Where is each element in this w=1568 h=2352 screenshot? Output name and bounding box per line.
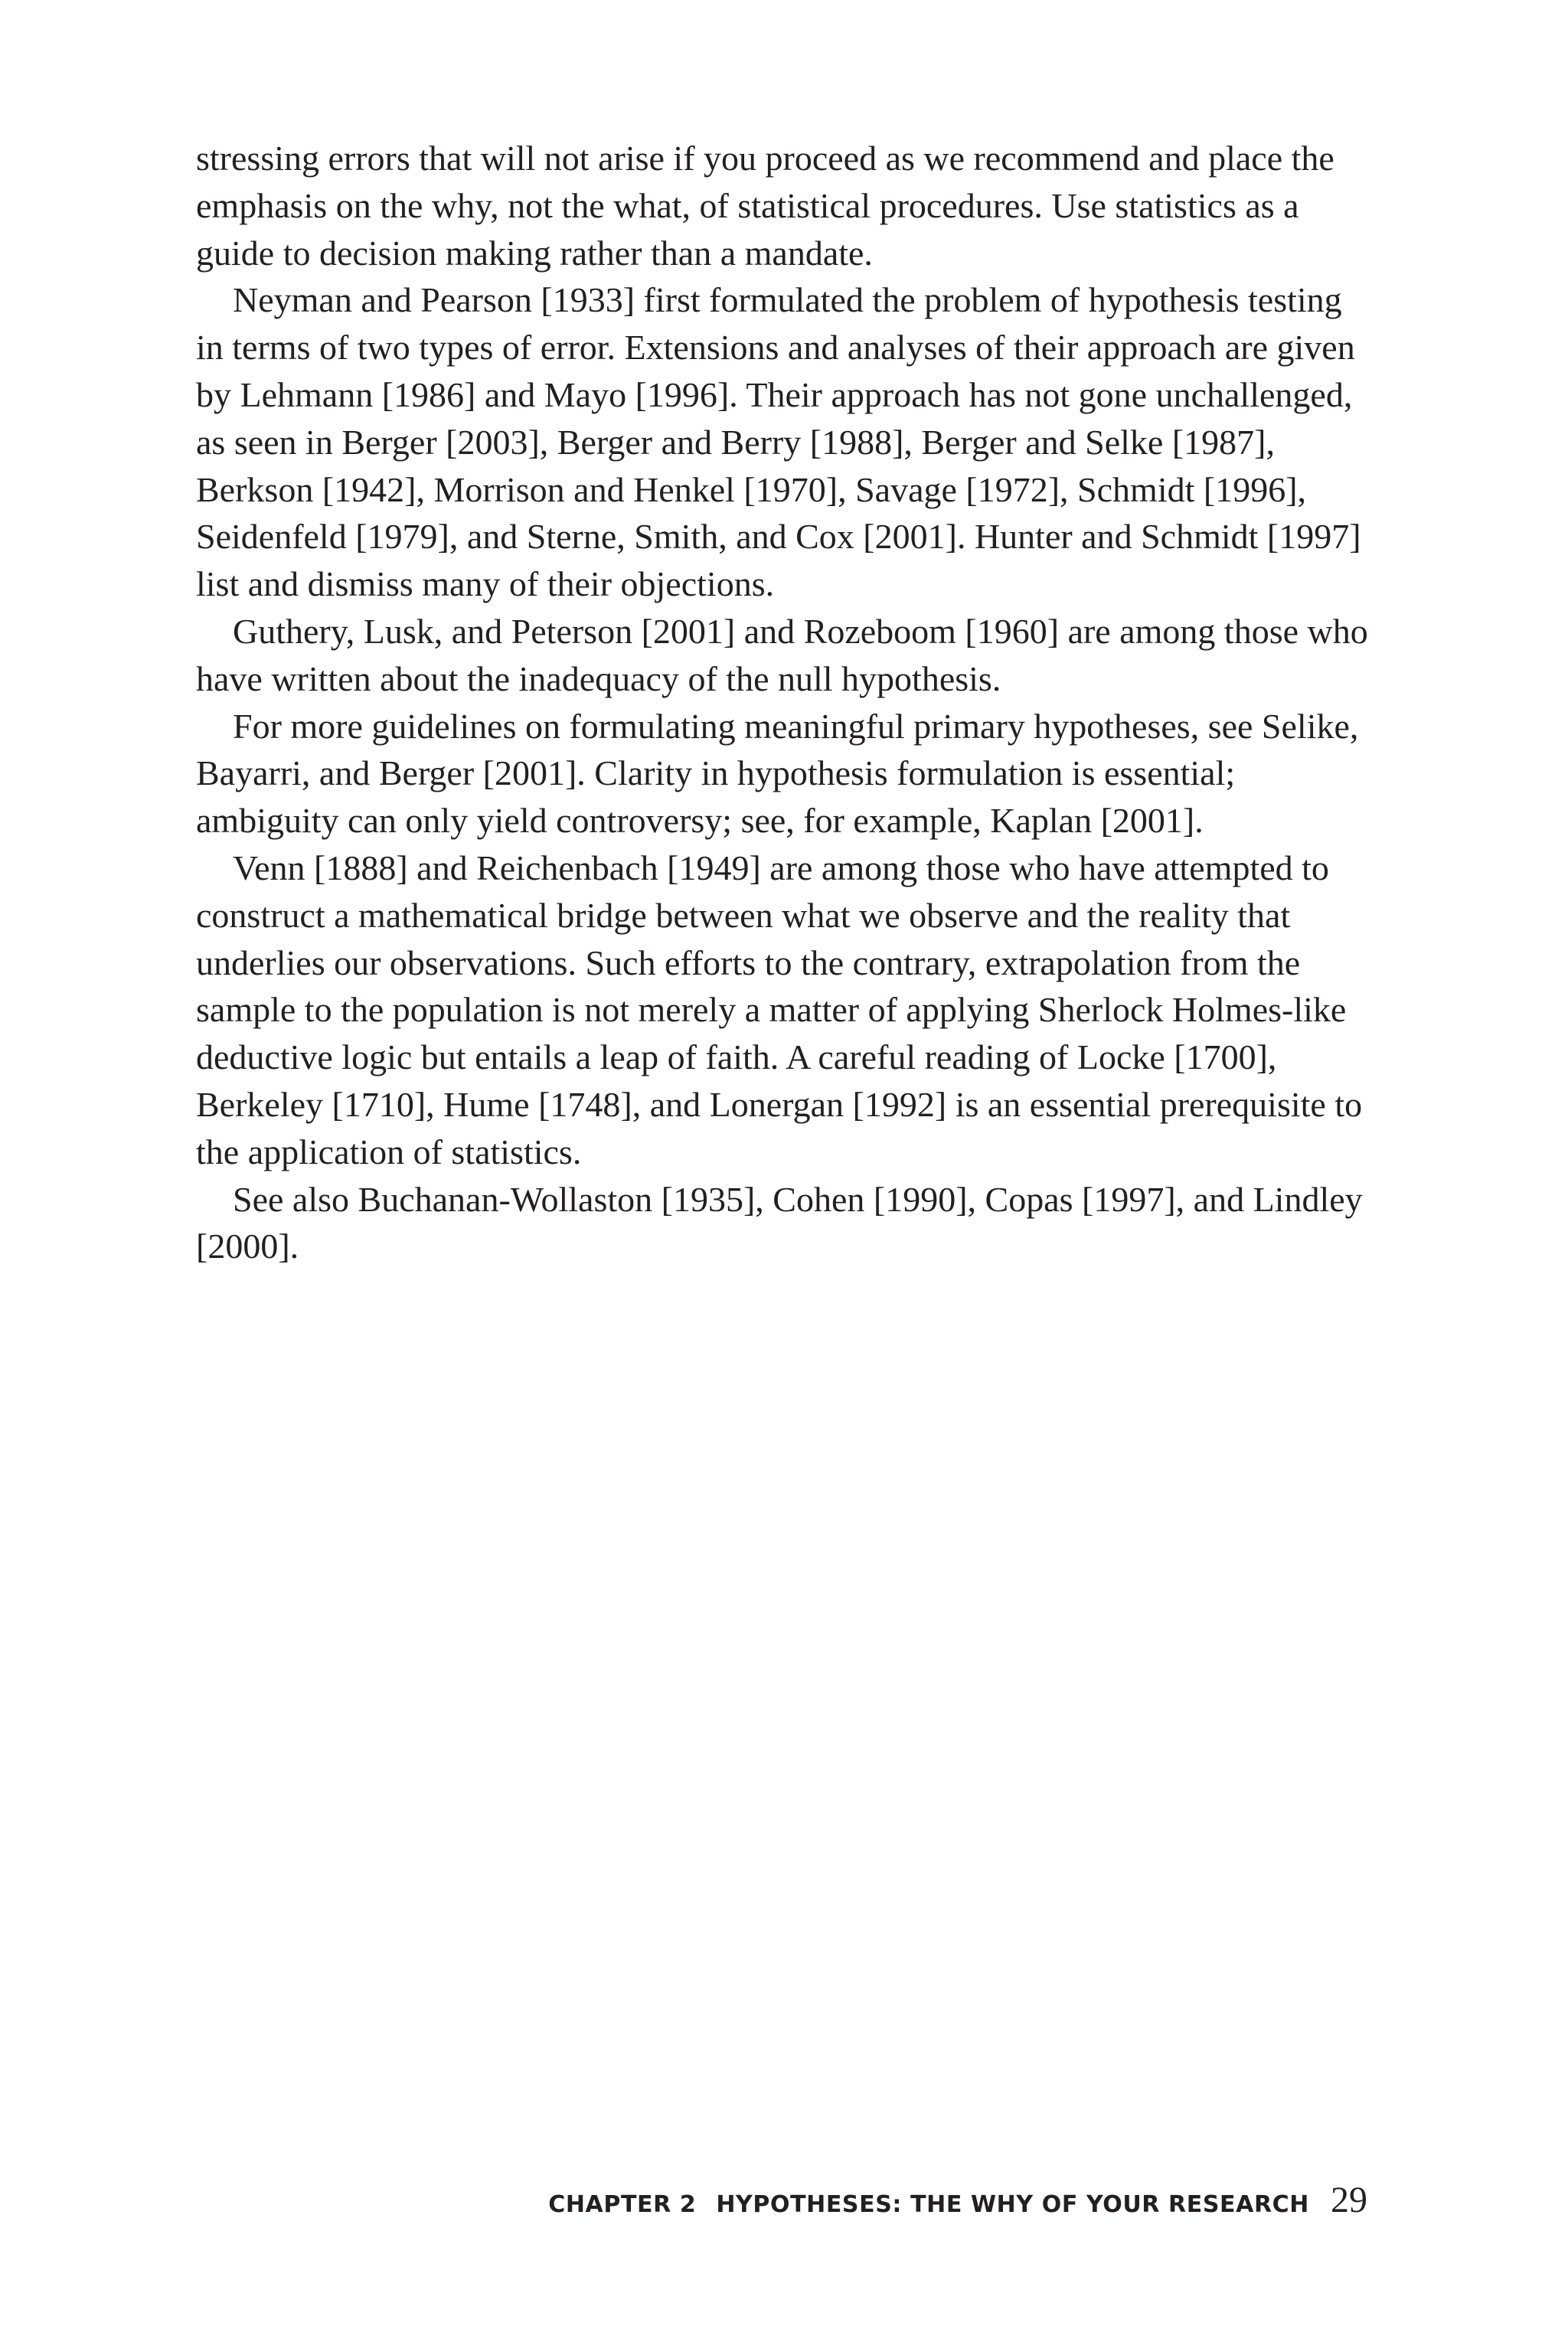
paragraph-see-also: See also Buchanan-Wollaston [1935], Cohen [1990], Copas [1997], and Lindley [2000].	[196, 1179, 1363, 1266]
running-footer	[548, 2179, 1367, 2221]
page-number: 29	[1331, 2180, 1367, 2220]
paragraph-guidelines: For more guidelines on formulating meaningful primary hypotheses, see Selike, Bayarri, and Berger [2001]. Clarity in hypothesis formulation is essential; ambiguity can only yield controversy; see, for example, Kaplan [2001].	[196, 706, 1359, 841]
footer-chapter-label	[548, 2191, 1309, 2218]
body-text	[196, 135, 1375, 1270]
footer-chapter: CHAPTER 2	[548, 2191, 697, 2218]
paragraph-continuation: stressing errors that will not arise if you proceed as we recommend and place the emphasis on the why, not the what, of statistical procedures. Use statistics as a guide to decision making rather than a mandate.	[196, 139, 1334, 273]
footer-chapter-title: HYPOTHESES: THE WHY OF YOUR RESEARCH	[716, 2191, 1309, 2218]
paragraph-venn-reichenbach: Venn [1888] and Reichenbach [1949] are among those who have attempted to construct a mathematical bridge between what we observe and the reality that underlies our observations. Such efforts to the contrary, extrapolation from the sample to the population is not merely a matter of applying Sherlock Holmes-like deductive logic but entails a leap of faith. A careful reading of Locke [1700], Berkeley [1710], Hume [1748], and Lonergan [1992] is an essential prerequisite to the application of statistics.	[196, 848, 1363, 1171]
paragraph-neyman-pearson: Neyman and Pearson [1933] first formulated the problem of hypothesis testing in terms of two types of error. Extensions and analyses of their approach are given by Lehmann [1986] and Mayo [1996]. Their approach has not gone unchallenged, as seen in Berger [2003], Berger and Berry [1988], Berger and Selke [1987], Berkson [1942], Morrison and Henkel [1970], Savage [1972], Schmidt [1996], Seidenfeld [1979], and Sterne, Smith, and Cox [2001]. Hunter and Schmidt [1997] list and dismiss many of their objections.	[196, 280, 1361, 604]
paragraph-guthery: Guthery, Lusk, and Peterson [2001] and Rozeboom [1960] are among those who have written about the inadequacy of the null hypothesis.	[196, 611, 1368, 698]
